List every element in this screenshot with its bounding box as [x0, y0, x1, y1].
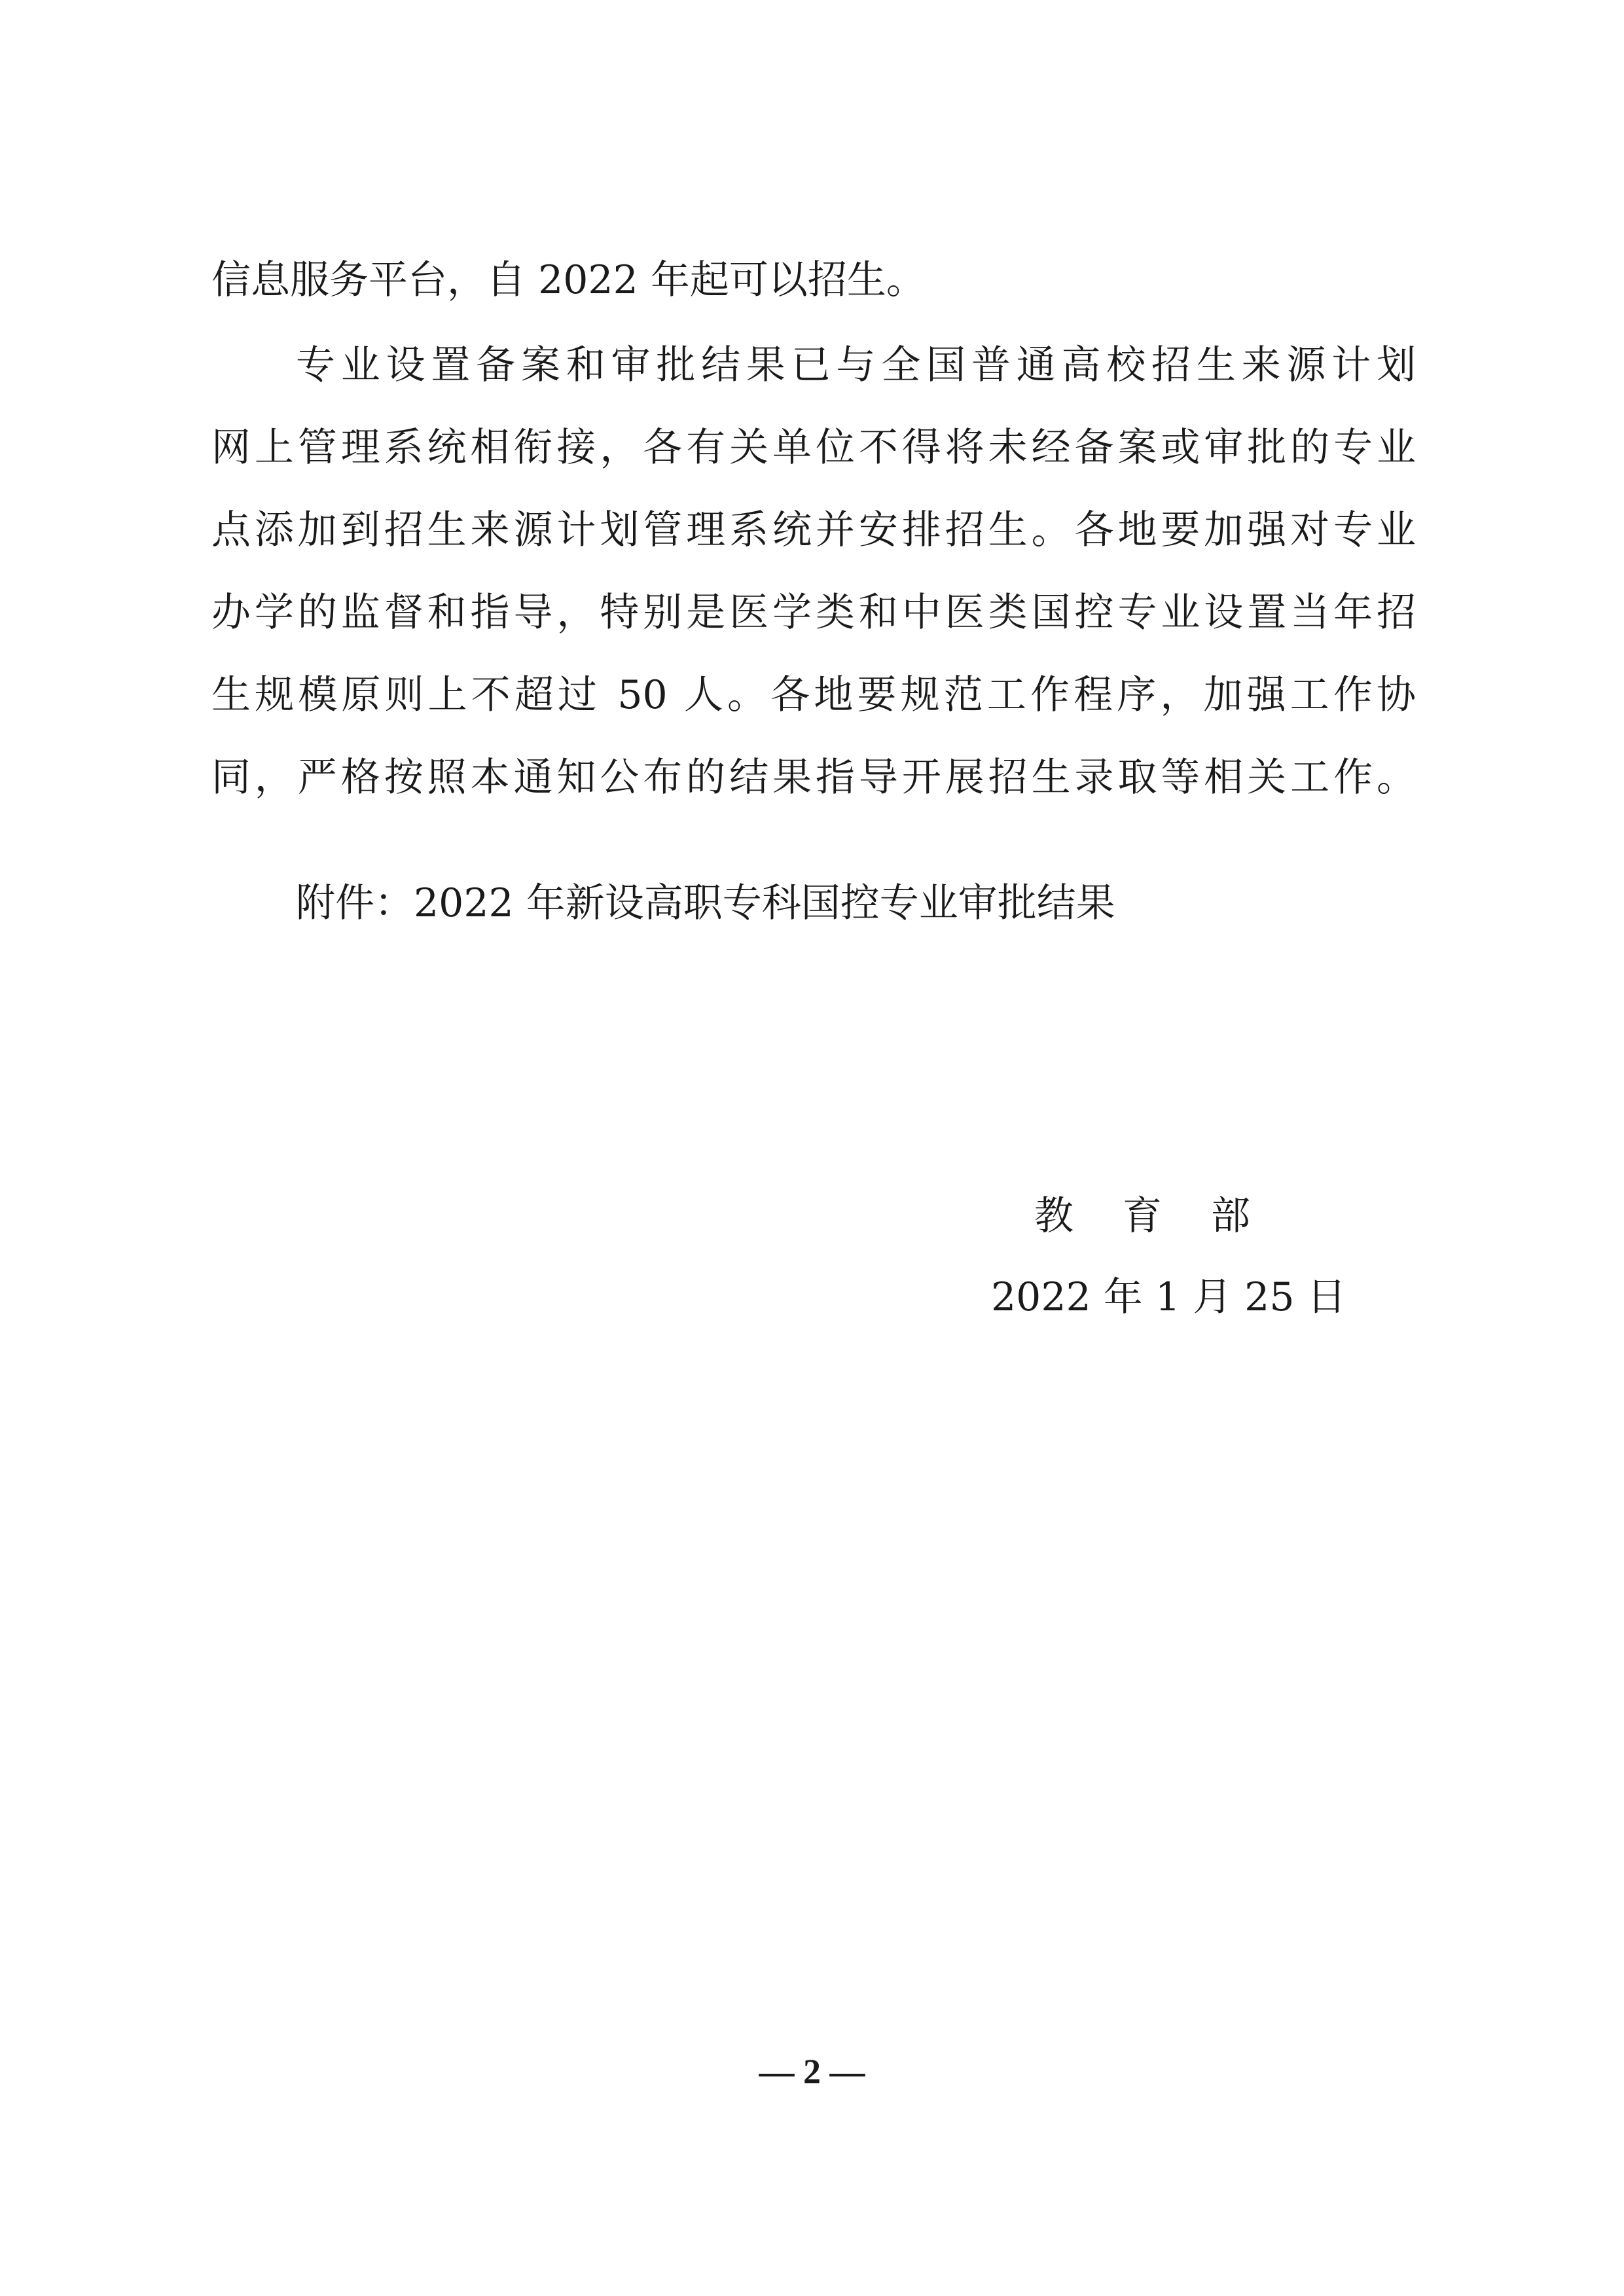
signing-date: 2022 年 1 月 25 日: [991, 1274, 1346, 1320]
attachment-line: 附件：2022 年新设高职专科国控专业审批结果: [296, 880, 1115, 926]
body-line-7: 同，严格按照本通知公布的结果指导开展招生录取等相关工作。: [211, 755, 1416, 800]
signing-organization: 教 育 部: [1034, 1193, 1250, 1239]
body-line-5: 办学的监督和指导，特别是医学类和中医类国控专业设置当年招: [211, 590, 1416, 636]
body-line-1: 信息服务平台，自 2022 年起可以招生。: [211, 257, 926, 303]
body-line-2: 专业设置备案和审批结果已与全国普通高校招生来源计划: [296, 342, 1416, 388]
body-line-4: 点添加到招生来源计划管理系统并安排招生。各地要加强对专业: [211, 507, 1416, 553]
body-line-3: 网上管理系统相衔接，各有关单位不得将未经备案或审批的专业: [211, 425, 1416, 471]
page-number: — 2 —: [759, 2052, 865, 2091]
body-line-6: 生规模原则上不超过 50 人。各地要规范工作程序，加强工作协: [211, 672, 1416, 718]
